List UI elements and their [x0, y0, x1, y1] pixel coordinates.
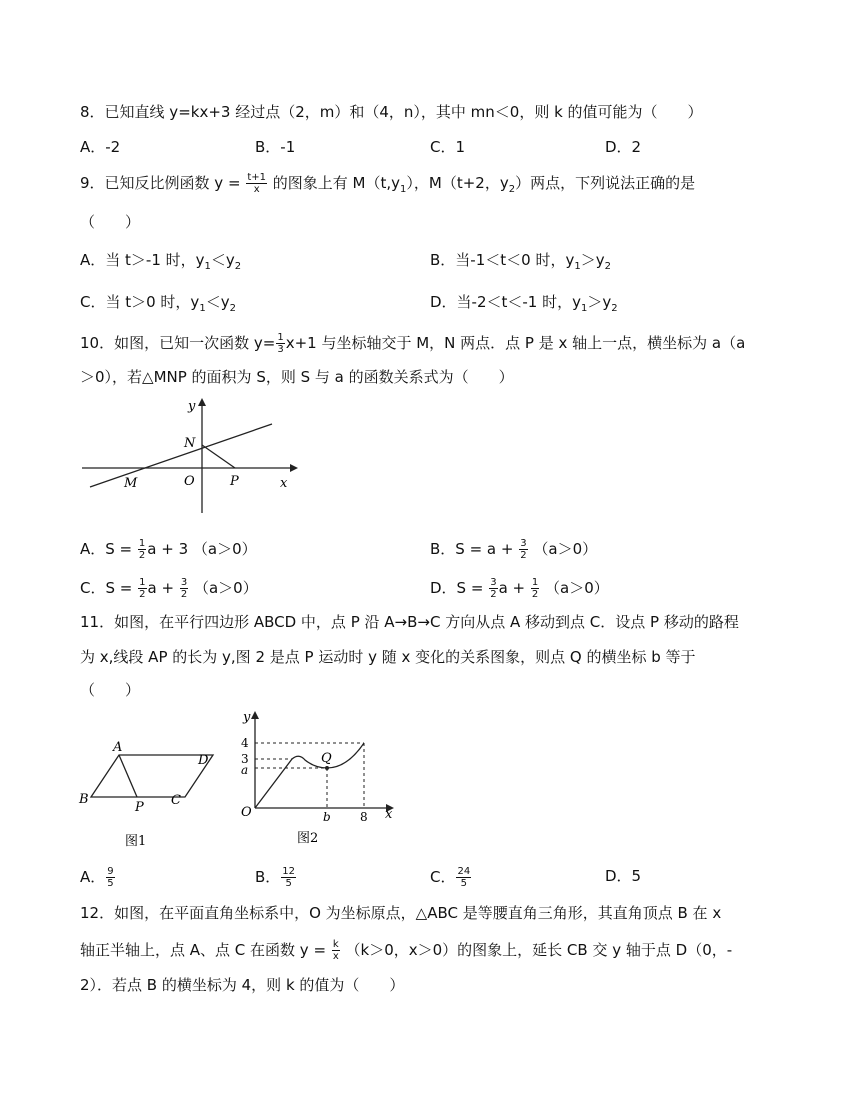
q8-option-c: C．1	[430, 138, 466, 156]
fraction-denominator: 2	[180, 589, 188, 600]
subscript: 1	[400, 184, 407, 195]
q10-stem-line2: ＞0），若△MNP 的面积为 S，则 S 与 a 的函数关系式为（ ）	[80, 368, 514, 386]
subscript: 2	[611, 303, 618, 314]
option-text: A．S =	[80, 540, 133, 558]
figure-caption: 图2	[297, 831, 319, 846]
q11-stem-line1: 11．如图，在平行四边形 ABCD 中，点 P 沿 A→B→C 方向从点 A 移动到点 C．设点 P 移动的路程	[80, 613, 739, 631]
option-text: D．S =	[430, 579, 484, 597]
label-y: y	[188, 399, 196, 414]
fraction-denominator: 2	[139, 589, 146, 600]
fraction-denominator: 2	[490, 589, 497, 600]
q10-figure	[80, 395, 300, 520]
figure-caption: 图1	[125, 834, 147, 849]
q11-figure-1	[75, 735, 225, 850]
label-d: D	[198, 753, 209, 768]
q10-stem	[80, 332, 745, 355]
option-text: ＜y	[210, 251, 235, 269]
segment-np	[202, 445, 235, 468]
tick-4: 4	[241, 736, 249, 750]
fraction-denominator: 2	[138, 550, 146, 561]
q10-stem-part: x+1 与坐标轴交于 M，N 两点．点 P 是 x 轴上一点，横坐标为 a（a	[285, 334, 746, 352]
q9-option-a	[80, 250, 241, 277]
q11-stem-line2: 为 x,线段 AP 的长为 y,图 2 是点 P 运动时 y 随 x 变化的关系图象，则点 Q 的横坐标 b 等于	[80, 648, 696, 666]
q10-option-a	[80, 538, 257, 561]
option-text: a +	[147, 579, 175, 597]
q10-stem-part: 10．如图，已知一次函数 y=	[80, 334, 276, 352]
fraction-denominator: 5	[285, 878, 292, 889]
option-text: A．当 t＞-1 时，y	[80, 251, 205, 269]
q9-stem-part: ）两点，下列说法正确的是	[515, 174, 696, 192]
option-text: B．	[255, 868, 281, 886]
fraction-numerator: 1	[531, 577, 539, 588]
option-text: C．当 t＞0 时，y	[80, 293, 200, 311]
label-a: A	[113, 740, 123, 755]
fraction-numerator: 3	[520, 538, 527, 549]
option-text: B．当-1＜t＜0 时，y	[430, 251, 575, 269]
option-text: B．S = a +	[430, 540, 514, 558]
fraction-numerator: t+1	[247, 172, 266, 183]
fraction-numerator: 1	[277, 332, 284, 343]
option-fraction	[456, 866, 471, 889]
option-fraction	[138, 577, 146, 600]
subscript: 1	[204, 261, 211, 272]
fraction-numerator: 12	[282, 866, 296, 877]
label-o: O	[241, 805, 252, 820]
label-x: x	[385, 807, 393, 822]
fraction-denominator: 5	[107, 878, 114, 889]
subscript: 2	[508, 184, 516, 195]
option-text: a + 3	[147, 540, 189, 558]
option-fraction	[106, 866, 114, 889]
q9-stem-part: 的图象上有 M（t,y	[272, 174, 401, 192]
q9-paren: （ ）	[80, 213, 141, 231]
q12-fraction	[332, 939, 340, 962]
tick-b: b	[323, 810, 331, 824]
option-fraction	[489, 577, 497, 600]
subscript: 2	[234, 261, 242, 272]
q9-fraction	[246, 172, 267, 195]
y-axis-arrow	[251, 711, 259, 719]
label-n: N	[184, 436, 196, 451]
q10-option-c	[80, 577, 258, 600]
option-text: （a＞0）	[545, 579, 609, 597]
option-text: C．S =	[80, 579, 133, 597]
fraction-denominator: 2	[520, 550, 527, 561]
x-axis-arrow	[290, 464, 298, 472]
q10-fraction	[276, 332, 284, 355]
parallelogram-abcd	[91, 755, 213, 797]
q10-option-b	[430, 538, 597, 561]
tick-3: 3	[241, 752, 249, 766]
option-fraction	[531, 577, 539, 600]
option-text: （a＞0）	[193, 579, 258, 597]
option-fraction	[180, 577, 188, 600]
fraction-numerator: 9	[107, 866, 114, 877]
q9-stem-part: 9．已知反比例函数 y =	[80, 174, 241, 192]
subscript: 2	[604, 261, 611, 272]
fraction-denominator: 3	[277, 344, 284, 355]
fraction-numerator: 1	[139, 577, 146, 588]
q8-option-a: A．-2	[80, 138, 121, 156]
q9-option-b	[430, 250, 611, 277]
tick-8: 8	[360, 810, 368, 824]
option-text: A．	[80, 868, 106, 886]
q8-option-d: D．2	[605, 138, 642, 156]
option-fraction	[138, 538, 146, 561]
option-text: ＜y	[205, 293, 230, 311]
label-c: C	[171, 793, 181, 808]
fraction-numerator: k	[332, 939, 339, 950]
q9-option-c	[80, 292, 236, 319]
label-b: B	[79, 792, 89, 807]
q11-figure-2	[235, 708, 405, 853]
q9-stem	[80, 172, 695, 200]
q9-stem-part: ），M（t+2，y	[406, 174, 509, 192]
fraction-denominator: 5	[460, 878, 468, 889]
label-x: x	[280, 476, 288, 491]
subscript: 2	[229, 303, 236, 314]
label-p: P	[230, 474, 239, 489]
option-fraction	[519, 538, 527, 561]
q11-option-a	[80, 866, 116, 889]
subscript: 1	[574, 261, 581, 272]
q9-option-d	[430, 292, 618, 319]
option-fraction	[281, 866, 296, 889]
y-axis-arrow	[198, 398, 206, 406]
label-y: y	[243, 710, 251, 725]
q11-option-d: D．5	[605, 867, 642, 885]
option-text: C．	[430, 868, 456, 886]
line-mn	[90, 424, 272, 487]
option-text: a +	[498, 579, 526, 597]
fraction-denominator: 2	[531, 589, 539, 600]
tick-a: a	[241, 763, 249, 777]
q11-option-b	[255, 866, 297, 889]
option-text: D．当-2＜t＜-1 时，y	[430, 293, 581, 311]
subscript: 1	[199, 303, 206, 314]
option-text: （a＞0）	[192, 540, 257, 558]
q12-stem-line3: 2）．若点 B 的横坐标为 4，则 k 的值为（ ）	[80, 976, 405, 994]
option-text: ＞y	[587, 293, 612, 311]
fraction-numerator: 3	[180, 577, 188, 588]
q12-stem-part: 轴正半轴上，点 A、点 C 在函数 y =	[80, 941, 327, 959]
label-m: M	[124, 476, 138, 491]
q11-paren: （ ）	[80, 681, 141, 699]
subscript: 1	[581, 303, 588, 314]
point-q	[325, 766, 329, 770]
option-text: （a＞0）	[533, 540, 598, 558]
q12-stem-part: （k＞0，x＞0）的图象上，延长 CB 交 y 轴于点 D（0，-	[345, 941, 733, 959]
label-p: P	[135, 800, 144, 815]
fraction-numerator: 1	[138, 538, 146, 549]
option-text: ＞y	[580, 251, 605, 269]
segment-ap	[119, 755, 137, 797]
q12-stem-line2	[80, 939, 732, 962]
fraction-denominator: x	[253, 184, 260, 195]
q12-stem-line1: 12．如图，在平面直角坐标系中，O 为坐标原点，△ABC 是等腰直角三角形，其直角顶点 B 在 x	[80, 904, 722, 922]
q8-option-b: B．-1	[255, 138, 296, 156]
fraction-denominator: x	[332, 951, 339, 962]
graph-curve	[255, 743, 364, 808]
fraction-numerator: 24	[457, 866, 471, 877]
label-q: Q	[321, 751, 332, 766]
q10-option-d	[430, 577, 609, 600]
fraction-numerator: 3	[490, 577, 497, 588]
label-o: O	[184, 474, 195, 489]
q11-option-c	[430, 866, 472, 889]
q8-stem: 8．已知直线 y=kx+3 经过点（2，m）和（4，n），其中 mn＜0，则 k 的值可能为（ ）	[80, 103, 703, 121]
